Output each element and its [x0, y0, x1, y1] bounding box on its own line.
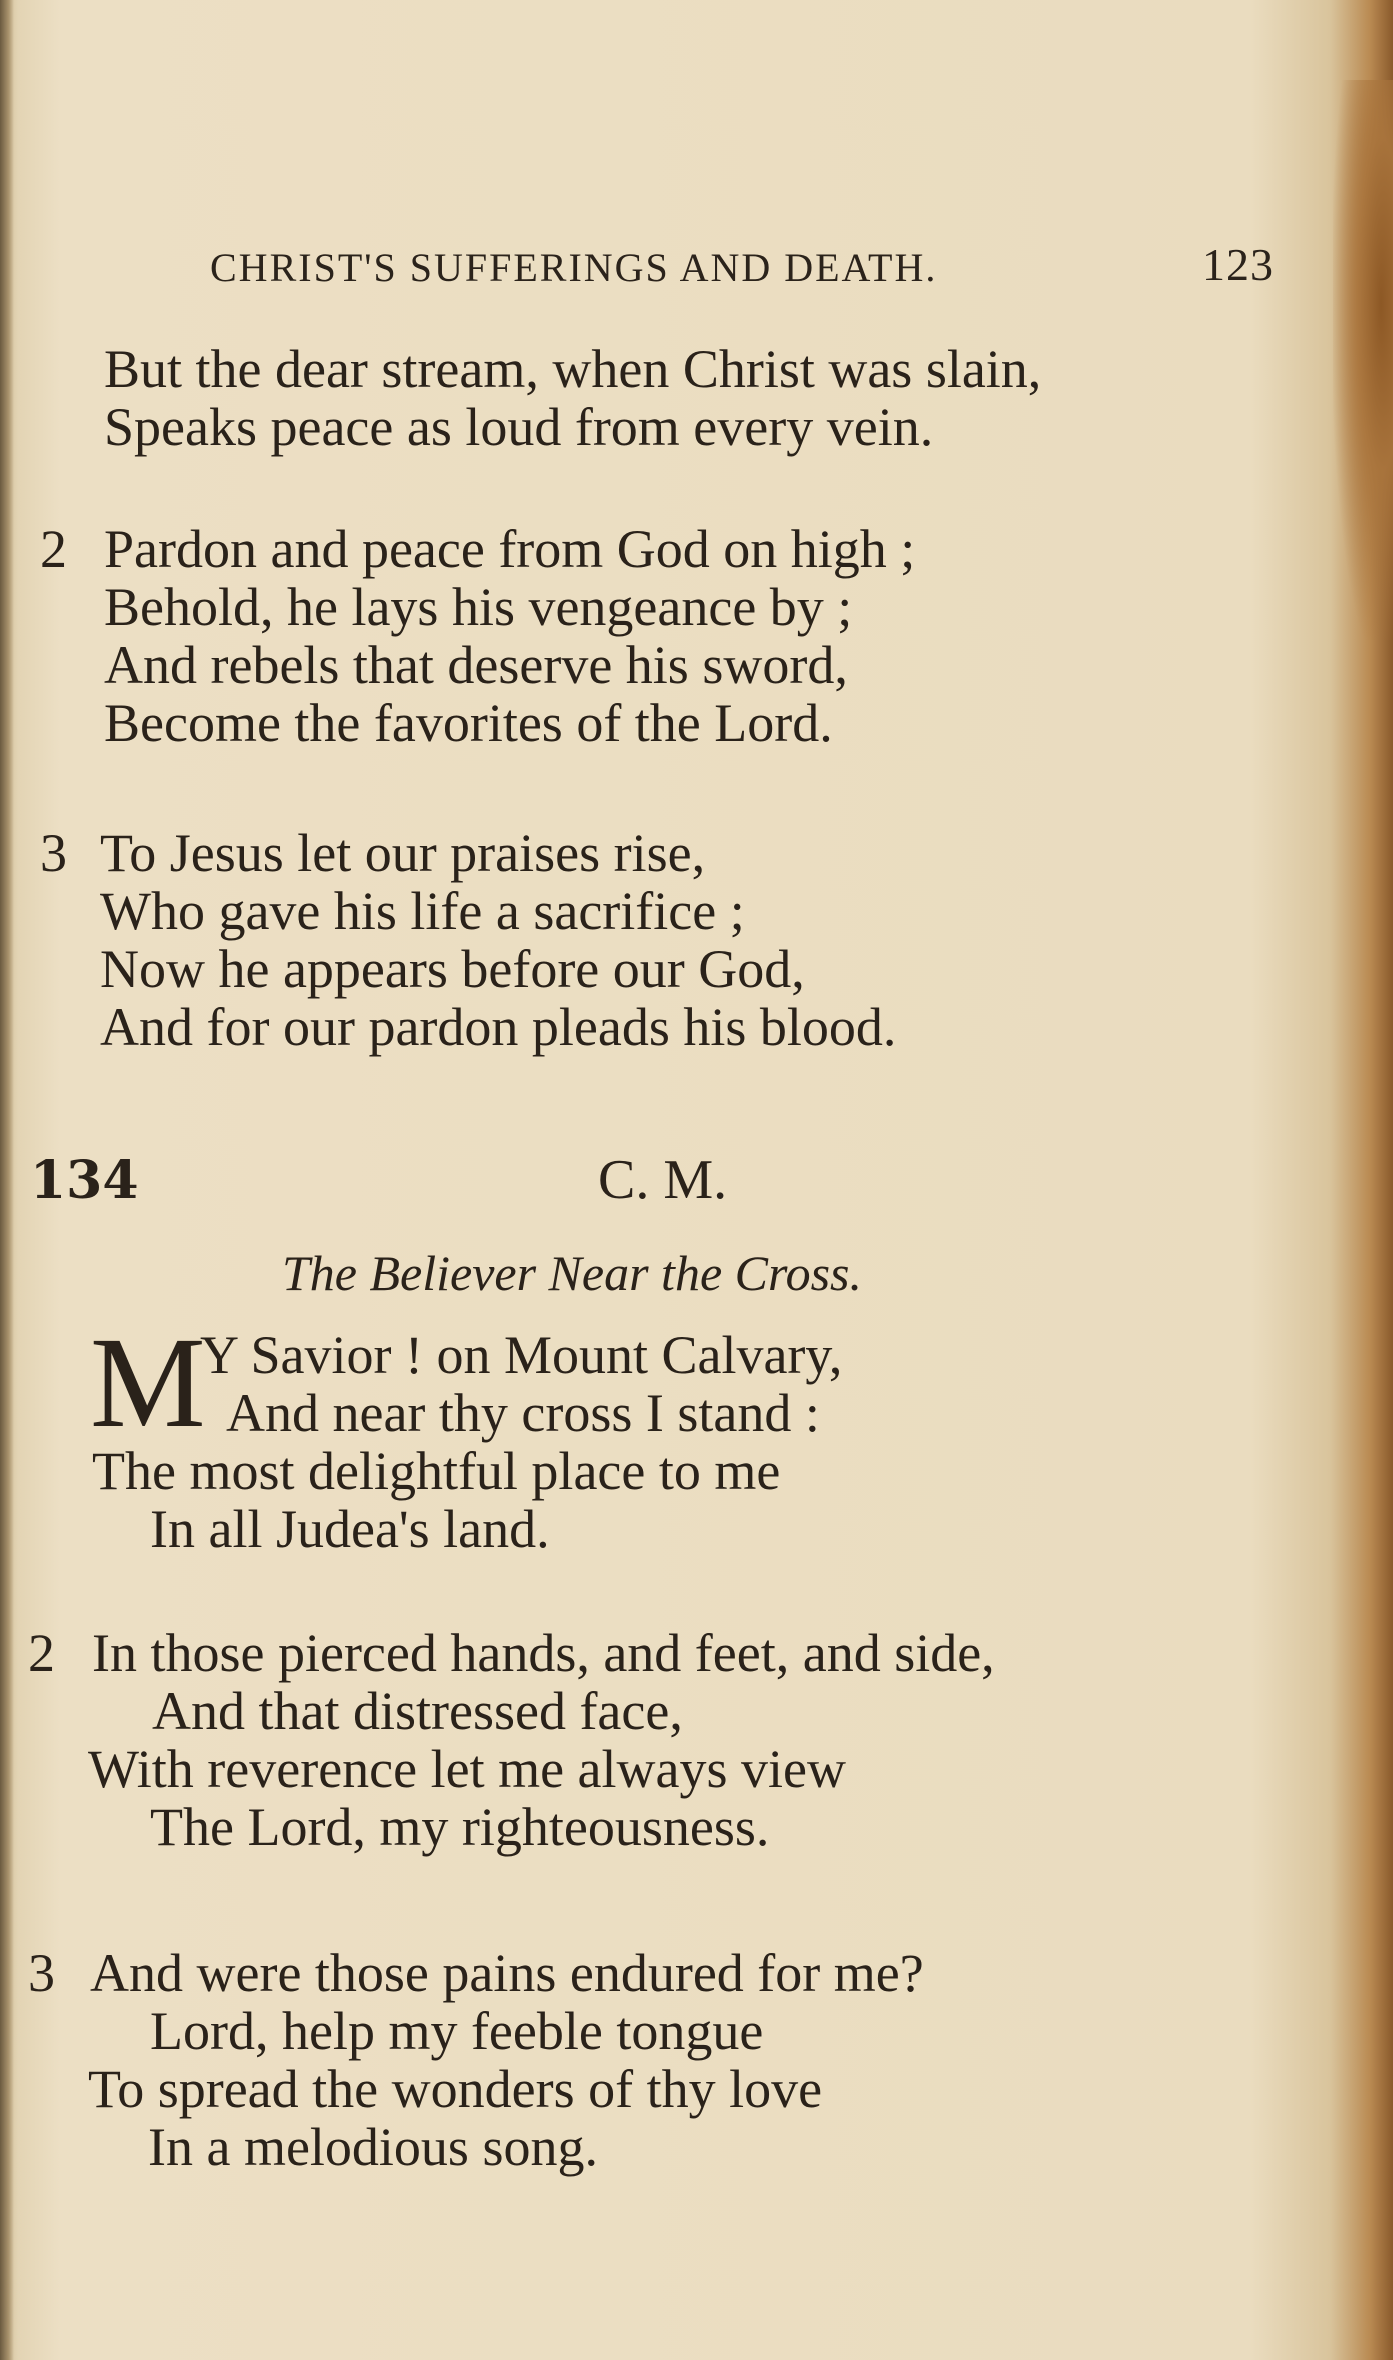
- verse-line: In a melodious song.: [148, 2117, 598, 2177]
- verse-line: In those pierced hands, and feet, and side,: [92, 1623, 995, 1683]
- page-number: 123: [1202, 239, 1274, 290]
- verse-line: Speaks peace as loud from every vein.: [104, 397, 934, 457]
- verse-line: Now he appears before our God,: [100, 939, 805, 999]
- verse-line: And near thy cross I stand :: [226, 1383, 820, 1443]
- drop-cap: M: [90, 1311, 204, 1455]
- verse-number: 3: [28, 1943, 55, 2003]
- verse-line: And were those pains endured for me?: [90, 1943, 924, 2003]
- verse-line: Lord, help my feeble tongue: [150, 2001, 764, 2061]
- verse-number: 3: [40, 823, 67, 883]
- verse-line: To spread the wonders of thy love: [88, 2059, 823, 2119]
- verse-line: The Lord, my righteousness.: [150, 1797, 770, 1857]
- verse-line: The most delightful place to me: [92, 1441, 781, 1501]
- hymn-title: The Believer Near the Cross.: [282, 1245, 863, 1301]
- verse-line: To Jesus let our praises rise,: [100, 823, 706, 883]
- verse-line: In all Judea's land.: [150, 1499, 550, 1559]
- verse-number: 2: [28, 1623, 55, 1683]
- verse-line: Become the favorites of the Lord.: [104, 693, 833, 753]
- verse-line: Behold, he lays his vengeance by ;: [104, 577, 853, 637]
- page-binding-edge: [0, 0, 14, 2360]
- running-head-title: CHRIST'S SUFFERINGS AND DEATH.: [210, 245, 938, 290]
- verse-line: With reverence let me always view: [88, 1739, 846, 1799]
- verse-line: Y Savior ! on Mount Calvary,: [200, 1325, 843, 1385]
- verse-line: Who gave his life a sacrifice ;: [100, 881, 745, 941]
- verse-line: And for our pardon pleads his blood.: [100, 997, 897, 1057]
- hymn-meter: C. M.: [598, 1149, 728, 1211]
- page-edge-stain: [1333, 80, 1393, 640]
- verse-line: And rebels that deserve his sword,: [104, 635, 848, 695]
- verse-line: And that distressed face,: [152, 1681, 683, 1741]
- verse-line: Pardon and peace from God on high ;: [104, 519, 916, 579]
- hymn-number: 134: [30, 1150, 139, 1211]
- verse-number: 2: [40, 519, 67, 579]
- verse-line: But the dear stream, when Christ was slain,: [104, 339, 1042, 399]
